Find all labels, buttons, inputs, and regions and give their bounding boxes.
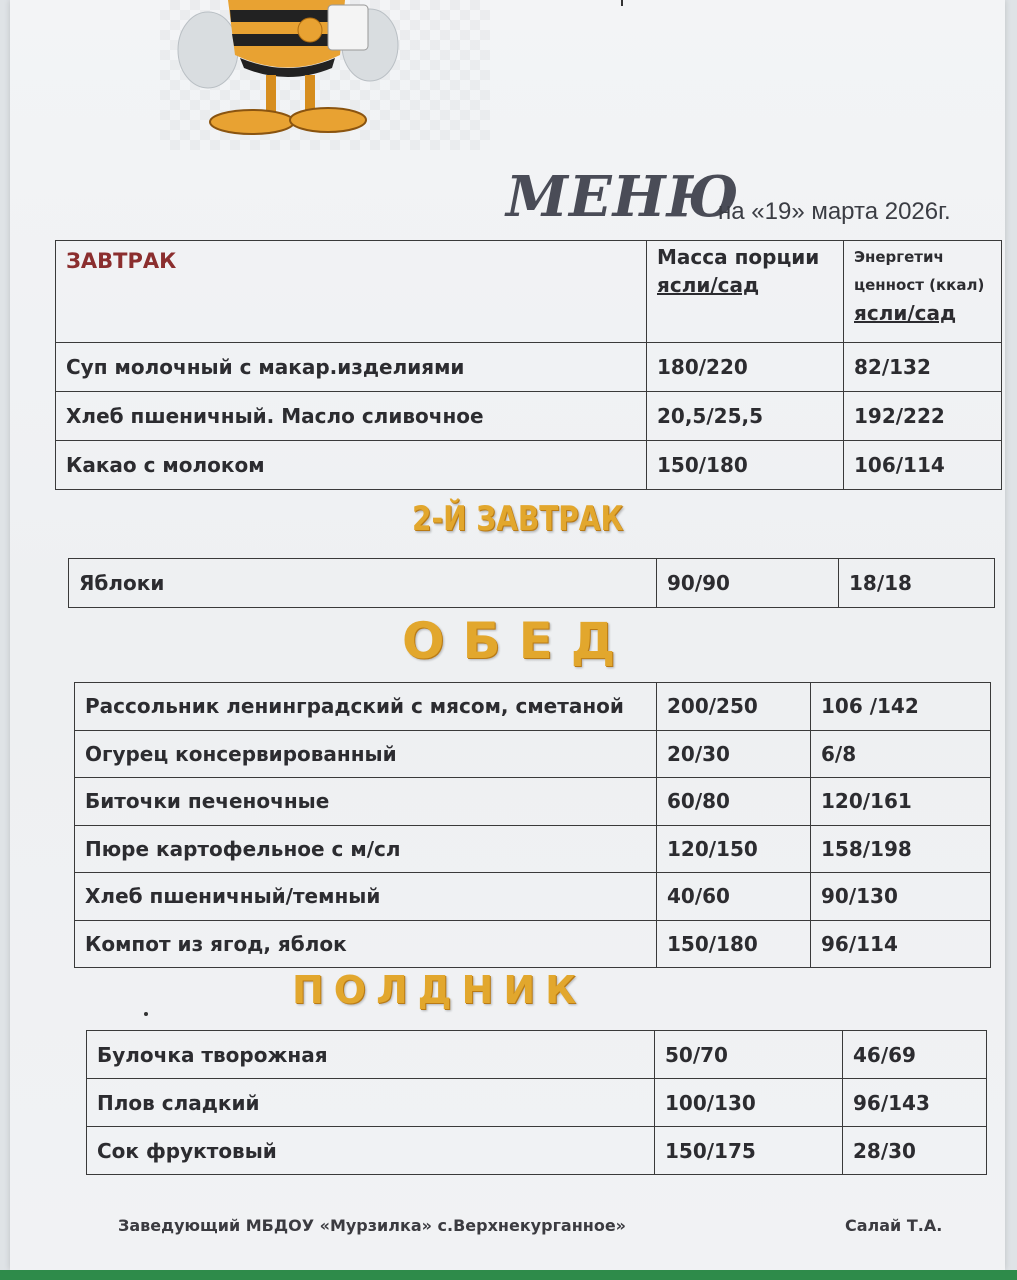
energy-header (844, 241, 1002, 343)
bottom-edge (0, 1270, 1017, 1280)
footer-signature-name: Салай Т.А. (845, 1216, 943, 1235)
dish-name: Хлеб пшеничный. Масло сливочное (56, 392, 647, 441)
portion-mass: 150/175 (655, 1127, 843, 1175)
menu-row (87, 1127, 987, 1175)
portion-mass: 20,5/25,5 (647, 392, 844, 441)
dish-name: Пюре картофельное с м/сл (75, 825, 657, 873)
menu-row (56, 343, 1002, 392)
energy-value: 28/30 (843, 1127, 987, 1175)
mark (621, 0, 623, 6)
portion-mass: 50/70 (655, 1031, 843, 1079)
energy-value: 192/222 (844, 392, 1002, 441)
breakfast-label: ЗАВТРАК (66, 249, 177, 273)
portion-mass: 120/150 (657, 825, 811, 873)
portion-mass: 180/220 (647, 343, 844, 392)
portion-mass: 200/250 (657, 683, 811, 731)
bee-mascot-image (170, 0, 410, 140)
energy-header-line3: ясли/сад (854, 301, 957, 325)
dish-name: Суп молочный с макар.изделиями (56, 343, 647, 392)
breakfast-heading-cell (56, 241, 647, 343)
dish-name: Рассольник ленинградский с мясом, сметаной (75, 683, 657, 731)
dish-name: Яблоки (69, 559, 657, 608)
dish-name: Плов сладкий (87, 1079, 655, 1127)
menu-row (75, 778, 991, 826)
menu-row (87, 1079, 987, 1127)
lunch-table (74, 682, 991, 968)
menu-date: на «19» марта 2026г. (718, 198, 951, 225)
menu-row (75, 730, 991, 778)
second-breakfast-table (68, 558, 995, 608)
energy-value: 158/198 (811, 825, 991, 873)
dish-name: Сок фруктовый (87, 1127, 655, 1175)
menu-row (75, 825, 991, 873)
energy-value: 106 /142 (811, 683, 991, 731)
mass-header-line1: Масса порции (657, 245, 820, 269)
lunch-heading: ОБЕД (402, 612, 634, 670)
dish-name: Какао с молоком (56, 441, 647, 490)
dish-name: Хлеб пшеничный/темный (75, 873, 657, 921)
energy-value: 96/114 (811, 920, 991, 968)
snack-heading: ПОЛДНИК (292, 968, 587, 1012)
energy-value: 82/132 (844, 343, 1002, 392)
energy-value: 90/130 (811, 873, 991, 921)
dish-name: Огурец консервированный (75, 730, 657, 778)
menu-row (75, 683, 991, 731)
menu-row (75, 873, 991, 921)
breakfast-table (55, 240, 1002, 490)
portion-mass: 90/90 (657, 559, 839, 608)
mass-header-line2: ясли/сад (657, 273, 760, 297)
menu-row (75, 920, 991, 968)
menu-row (69, 559, 995, 608)
dish-name: Булочка творожная (87, 1031, 655, 1079)
second-breakfast-heading: 2-Й ЗАВТРАК (412, 498, 624, 539)
portion-mass: 60/80 (657, 778, 811, 826)
dish-name: Биточки печеночные (75, 778, 657, 826)
menu-title: МЕНЮ (506, 164, 740, 230)
portion-mass: 40/60 (657, 873, 811, 921)
snack-table (86, 1030, 987, 1175)
menu-row (56, 392, 1002, 441)
dot-mark (144, 1012, 148, 1016)
portion-mass: 20/30 (657, 730, 811, 778)
energy-value: 18/18 (839, 559, 995, 608)
portion-mass: 150/180 (647, 441, 844, 490)
energy-header-line2: ценност (ккал) (854, 276, 985, 294)
menu-row (56, 441, 1002, 490)
menu-row (87, 1031, 987, 1079)
energy-value: 6/8 (811, 730, 991, 778)
breakfast-header-row (56, 241, 1002, 343)
energy-header-line1: Энергетич (854, 248, 944, 266)
mass-header (647, 241, 844, 343)
portion-mass: 100/130 (655, 1079, 843, 1127)
portion-mass: 150/180 (657, 920, 811, 968)
energy-value: 106/114 (844, 441, 1002, 490)
footer-signature-title: Заведующий МБДОУ «Мурзилка» с.Верхнекурганное» (118, 1216, 627, 1235)
energy-value: 96/143 (843, 1079, 987, 1127)
energy-value: 120/161 (811, 778, 991, 826)
dish-name: Компот из ягод, яблок (75, 920, 657, 968)
energy-value: 46/69 (843, 1031, 987, 1079)
